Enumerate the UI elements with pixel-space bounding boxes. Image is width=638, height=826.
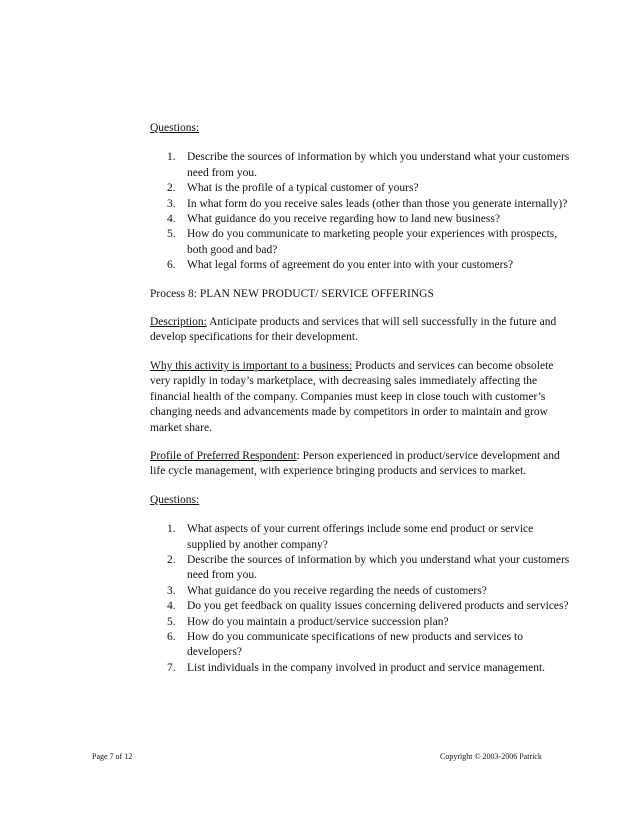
list-item: 1. Describe the sources of information by which you understand what your customers need from you. xyxy=(167,151,570,179)
list-item: 3. What guidance do you receive regarding the needs of customers? xyxy=(167,584,487,597)
list-item: 5. How do you maintain a product/service succession plan? xyxy=(167,615,449,628)
list-item: 4. What guidance do you receive regarding how to land new business? xyxy=(167,213,500,226)
list-item: 1. What aspects of your current offerings include some end product or service supplied by another company? xyxy=(167,523,534,551)
profile-text: : Person experienced in product/service development and life cycle management, with experience bringing products and services to market. xyxy=(150,449,560,478)
profile-paragraph xyxy=(150,449,570,480)
list-item: 2. What is the profile of a typical customer of yours? xyxy=(167,182,419,195)
questions-heading-1: Questions: xyxy=(150,122,200,134)
page-content xyxy=(150,121,570,676)
copyright-notice: Copyright © 2003-2006 Patrick xyxy=(440,752,542,761)
questions-list-2 xyxy=(150,522,570,676)
profile-label: Profile of Preferred Respondent xyxy=(150,449,297,462)
questions-heading-2: Questions: xyxy=(150,493,200,506)
list-item: 7. List individuals in the company involved in product and service management. xyxy=(167,661,546,674)
list-item: 3. In what form do you receive sales leads (other than those you generate internally)? xyxy=(167,197,568,210)
why-paragraph xyxy=(150,359,570,436)
questions-list-1 xyxy=(150,150,570,273)
page-number: Page 7 of 12 xyxy=(92,752,133,761)
list-item: 6. What legal forms of agreement do you enter into with your customers? xyxy=(167,259,514,272)
description-paragraph xyxy=(150,315,570,346)
list-item: 5. How do you communicate to marketing people your experiences with prospects, both good and bad? xyxy=(167,228,558,256)
process-title: Process 8: PLAN NEW PRODUCT/ SERVICE OFFERINGS xyxy=(150,287,434,300)
description-text: Anticipate products and services that will sell successfully in the future and develop specifications for their development. xyxy=(150,316,557,344)
description-label: Description: xyxy=(150,316,207,329)
list-item: 2. Describe the sources of information by which you understand what your customers need from you. xyxy=(167,553,570,582)
why-text: Products and services can become obsolete very rapidly in today’s marketplace, with decreasing sales immediately affecting the financial health of the company. Companies must keep in close touch with customer’s changing needs and advancements made by competitors in order to maintain and grow market share. xyxy=(150,359,554,434)
why-label: Why this activity is important to a business: xyxy=(150,359,353,372)
list-item: 6. How do you communicate specifications of new products and services to developers? xyxy=(167,630,523,659)
list-item: 4. Do you get feedback on quality issues concerning delivered products and services? xyxy=(167,600,569,613)
